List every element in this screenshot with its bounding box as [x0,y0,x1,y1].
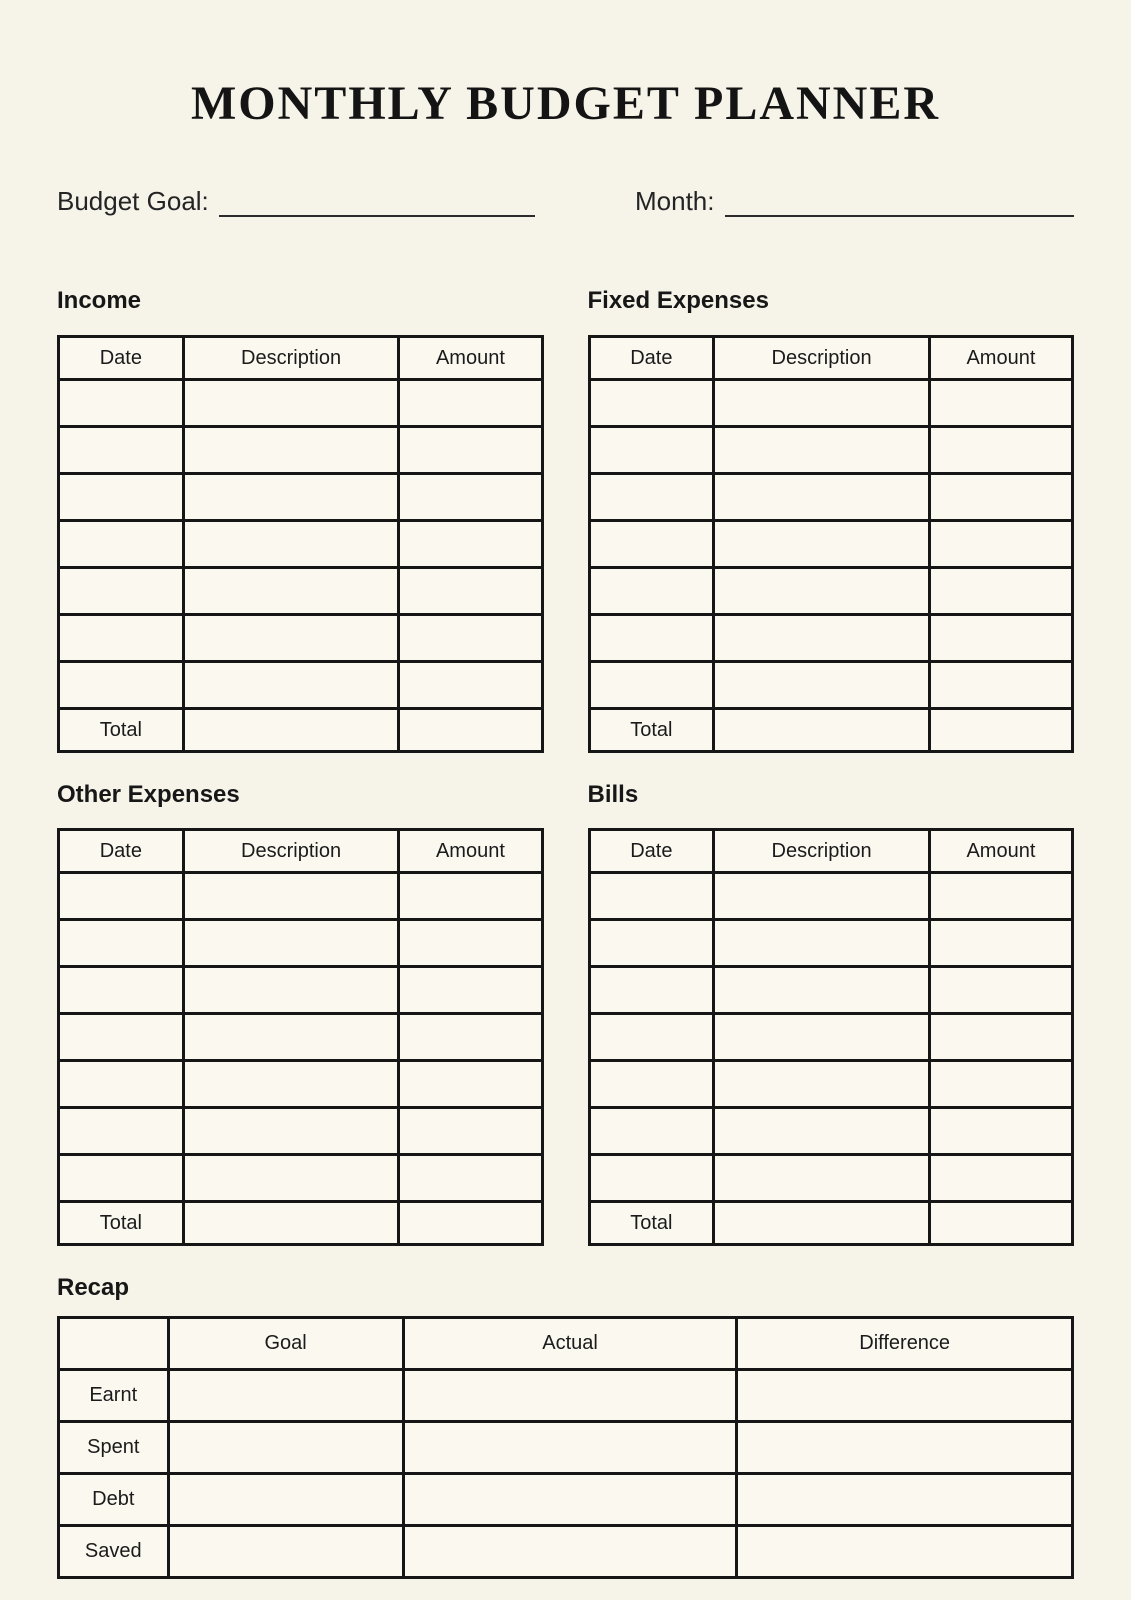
bills-table-row [589,920,1073,967]
other-expenses-column-header-description: Description [183,830,399,873]
income-empty-cell[interactable] [183,520,399,567]
bills-table-row [589,873,1073,920]
fixed-expenses-empty-cell[interactable] [929,473,1072,520]
fields-row [57,181,1074,217]
recap-empty-cell[interactable] [168,1421,403,1473]
fixed-expenses-heading: Fixed Expenses [587,287,769,315]
bills-empty-cell[interactable] [589,1014,714,1061]
bills-table [588,828,1075,1246]
bills-empty-cell[interactable] [929,920,1072,967]
bills-empty-cell[interactable] [589,920,714,967]
income-empty-cell[interactable] [59,520,184,567]
recap-empty-cell[interactable] [168,1525,403,1577]
bills-empty-cell[interactable] [929,1108,1072,1155]
fixed-expenses-column-header-amount: Amount [929,336,1072,379]
recap-row-earnt [59,1369,1073,1421]
bills-empty-cell[interactable] [714,967,930,1014]
other-expenses-heading: Other Expenses [57,780,240,808]
fixed-expenses-total-row [589,708,1073,751]
bills-empty-cell[interactable] [589,873,714,920]
other-expenses-empty-cell[interactable] [399,1014,542,1061]
budget-goal-input[interactable] [219,181,535,217]
income-heading: Income [57,287,142,315]
bills-table-row [589,1061,1073,1108]
month-label: Month: [635,186,715,217]
fixed-expenses-empty-cell[interactable] [929,614,1072,661]
bills-table-row [589,1155,1073,1202]
recap-row-saved [59,1525,1073,1577]
recap-empty-cell[interactable] [737,1473,1073,1525]
other-expenses-empty-cell[interactable] [59,1108,184,1155]
bills-empty-cell[interactable] [589,967,714,1014]
other-expenses-table-row [59,1155,543,1202]
bills-table-row [589,967,1073,1014]
fixed-expenses-empty-cell[interactable] [929,567,1072,614]
bills-empty-cell[interactable] [714,920,930,967]
recap-corner-cell [59,1317,169,1369]
other-expenses-empty-cell[interactable] [399,920,542,967]
income-table-row [59,473,543,520]
fixed-expenses-empty-cell[interactable] [589,661,714,708]
fixed-expenses-empty-cell[interactable] [589,614,714,661]
recap-empty-cell[interactable] [403,1421,737,1473]
other-expenses-empty-cell[interactable] [183,1155,399,1202]
income-column-header-description: Description [183,336,399,379]
income-empty-cell[interactable] [399,473,542,520]
recap-empty-cell[interactable] [403,1473,737,1525]
recap-empty-cell[interactable] [403,1525,737,1577]
bills-empty-cell[interactable] [929,1155,1072,1202]
bills-empty-cell[interactable] [929,873,1072,920]
other-expenses-empty-cell[interactable] [183,1014,399,1061]
income-table [57,335,544,753]
income-total-row [59,708,543,751]
fixed-expenses-empty-cell[interactable] [714,473,930,520]
bills-total-label: Total [589,1202,714,1245]
recap-empty-cell[interactable] [168,1369,403,1421]
other-expenses-empty-cell[interactable] [399,967,542,1014]
bills-total-value-cell[interactable] [714,1202,930,1245]
fixed-expenses-total-label: Total [589,708,714,751]
other-expenses-total-value-cell[interactable] [399,1202,542,1245]
recap-column-header-difference: Difference [737,1317,1073,1369]
income-empty-cell[interactable] [59,426,184,473]
other-expenses-empty-cell[interactable] [183,967,399,1014]
income-total-value-cell[interactable] [399,708,542,751]
fixed-expenses-empty-cell[interactable] [589,520,714,567]
income-empty-cell[interactable] [183,473,399,520]
recap-empty-cell[interactable] [168,1473,403,1525]
fixed-expenses-table-row [589,661,1073,708]
income-column-header-amount: Amount [399,336,542,379]
month-input[interactable] [725,181,1075,217]
fixed-expenses-header-row [589,336,1073,379]
income-empty-cell[interactable] [183,661,399,708]
income-empty-cell[interactable] [399,426,542,473]
bills-empty-cell[interactable] [714,873,930,920]
other-expenses-total-value-cell[interactable] [183,1202,399,1245]
other-expenses-column-header-amount: Amount [399,830,542,873]
fixed-expenses-total-value-cell[interactable] [714,708,930,751]
budget-goal-label: Budget Goal: [57,186,209,217]
budget-goal-field [57,181,535,217]
recap-empty-cell[interactable] [737,1525,1073,1577]
fixed-expenses-table-row [589,567,1073,614]
fixed-expenses-empty-cell[interactable] [714,614,930,661]
fixed-expenses-empty-cell[interactable] [714,567,930,614]
bills-total-value-cell[interactable] [929,1202,1072,1245]
other-expenses-total-label: Total [59,1202,184,1245]
other-expenses-table-row [59,920,543,967]
fixed-expenses-empty-cell[interactable] [714,426,930,473]
other-expenses-empty-cell[interactable] [59,1155,184,1202]
other-expenses-empty-cell[interactable] [59,1014,184,1061]
fixed-expenses-empty-cell[interactable] [929,379,1072,426]
fixed-expenses-empty-cell[interactable] [929,661,1072,708]
fixed-expenses-table-row [589,614,1073,661]
other-expenses-empty-cell[interactable] [183,920,399,967]
income-total-label: Total [59,708,184,751]
income-empty-cell[interactable] [59,661,184,708]
bills-heading: Bills [587,780,639,808]
recap-heading: Recap [57,1274,130,1302]
month-field [635,181,1074,217]
fixed-expenses-table-row [589,520,1073,567]
recap-column-header-actual: Actual [403,1317,737,1369]
bills-empty-cell[interactable] [714,1014,930,1061]
other-expenses-total-row [59,1202,543,1245]
other-expenses-table-row [59,873,543,920]
recap-table [57,1316,1074,1579]
bills-empty-cell[interactable] [714,1061,930,1108]
other-expenses-header-row [59,830,543,873]
recap-row-spent [59,1421,1073,1473]
income-table-row [59,520,543,567]
income-empty-cell[interactable] [399,520,542,567]
other-expenses-empty-cell[interactable] [183,1108,399,1155]
recap-row-debt [59,1473,1073,1525]
fixed-expenses-empty-cell[interactable] [589,473,714,520]
income-empty-cell[interactable] [183,614,399,661]
other-expenses-table-row [59,1014,543,1061]
income-empty-cell[interactable] [59,379,184,426]
other-expenses-table-row [59,967,543,1014]
other-expenses-empty-cell[interactable] [399,1155,542,1202]
other-expenses-empty-cell[interactable] [399,873,542,920]
bills-empty-cell[interactable] [929,1014,1072,1061]
section-bills [588,781,1075,1247]
bills-empty-cell[interactable] [589,1061,714,1108]
other-expenses-empty-cell[interactable] [183,873,399,920]
other-expenses-empty-cell[interactable] [59,967,184,1014]
recap-empty-cell[interactable] [737,1421,1073,1473]
income-table-row [59,614,543,661]
income-table-row [59,379,543,426]
fixed-expenses-column-header-date: Date [589,336,714,379]
fixed-expenses-empty-cell[interactable] [929,426,1072,473]
income-empty-cell[interactable] [399,614,542,661]
fixed-expenses-empty-cell[interactable] [714,379,930,426]
recap-empty-cell[interactable] [403,1369,737,1421]
fixed-expenses-empty-cell[interactable] [714,661,930,708]
bills-table-row [589,1014,1073,1061]
bills-empty-cell[interactable] [589,1155,714,1202]
recap-row-label-spent: Spent [59,1421,169,1473]
other-expenses-empty-cell[interactable] [59,873,184,920]
fixed-expenses-table [588,335,1075,753]
income-column-header-date: Date [59,336,184,379]
recap-row-label-earnt: Earnt [59,1369,169,1421]
bills-empty-cell[interactable] [714,1155,930,1202]
fixed-expenses-empty-cell[interactable] [714,520,930,567]
section-income [57,287,544,753]
page-title: MONTHLY BUDGET PLANNER [191,77,940,130]
fixed-expenses-column-header-description: Description [714,336,930,379]
recap-row-label-saved: Saved [59,1525,169,1577]
income-empty-cell[interactable] [59,473,184,520]
bills-column-header-description: Description [714,830,930,873]
other-expenses-empty-cell[interactable] [399,1061,542,1108]
fixed-expenses-empty-cell[interactable] [589,379,714,426]
recap-empty-cell[interactable] [737,1369,1073,1421]
other-expenses-column-header-date: Date [59,830,184,873]
bills-column-header-date: Date [589,830,714,873]
income-empty-cell[interactable] [399,567,542,614]
recap-row-label-debt: Debt [59,1473,169,1525]
income-empty-cell[interactable] [59,567,184,614]
income-table-row [59,661,543,708]
other-expenses-table [57,828,544,1246]
fixed-expenses-empty-cell[interactable] [589,426,714,473]
income-empty-cell[interactable] [399,379,542,426]
fixed-expenses-table-row [589,473,1073,520]
fixed-expenses-empty-cell[interactable] [929,520,1072,567]
bills-empty-cell[interactable] [929,1061,1072,1108]
bills-empty-cell[interactable] [714,1108,930,1155]
bills-header-row [589,830,1073,873]
recap-header-row [59,1317,1073,1369]
bills-empty-cell[interactable] [589,1108,714,1155]
bills-empty-cell[interactable] [929,967,1072,1014]
fixed-expenses-table-row [589,379,1073,426]
other-expenses-empty-cell[interactable] [59,920,184,967]
income-empty-cell[interactable] [183,567,399,614]
fixed-expenses-table-row [589,426,1073,473]
recap-column-header-goal: Goal [168,1317,403,1369]
income-empty-cell[interactable] [399,661,542,708]
income-table-row [59,426,543,473]
other-expenses-table-row [59,1061,543,1108]
income-total-value-cell[interactable] [183,708,399,751]
income-header-row [59,336,543,379]
fixed-expenses-total-value-cell[interactable] [929,708,1072,751]
income-table-row [59,567,543,614]
other-expenses-table-row [59,1108,543,1155]
other-expenses-empty-cell[interactable] [183,1061,399,1108]
section-other-expenses [57,781,544,1247]
recap-section [57,1274,1074,1579]
other-expenses-empty-cell[interactable] [59,1061,184,1108]
fixed-expenses-empty-cell[interactable] [589,567,714,614]
bills-column-header-amount: Amount [929,830,1072,873]
other-expenses-empty-cell[interactable] [399,1108,542,1155]
section-fixed-expenses [588,287,1075,753]
bills-table-row [589,1108,1073,1155]
bills-total-row [589,1202,1073,1245]
income-empty-cell[interactable] [59,614,184,661]
income-empty-cell[interactable] [183,379,399,426]
budget-sections-grid [57,287,1074,1246]
income-empty-cell[interactable] [183,426,399,473]
